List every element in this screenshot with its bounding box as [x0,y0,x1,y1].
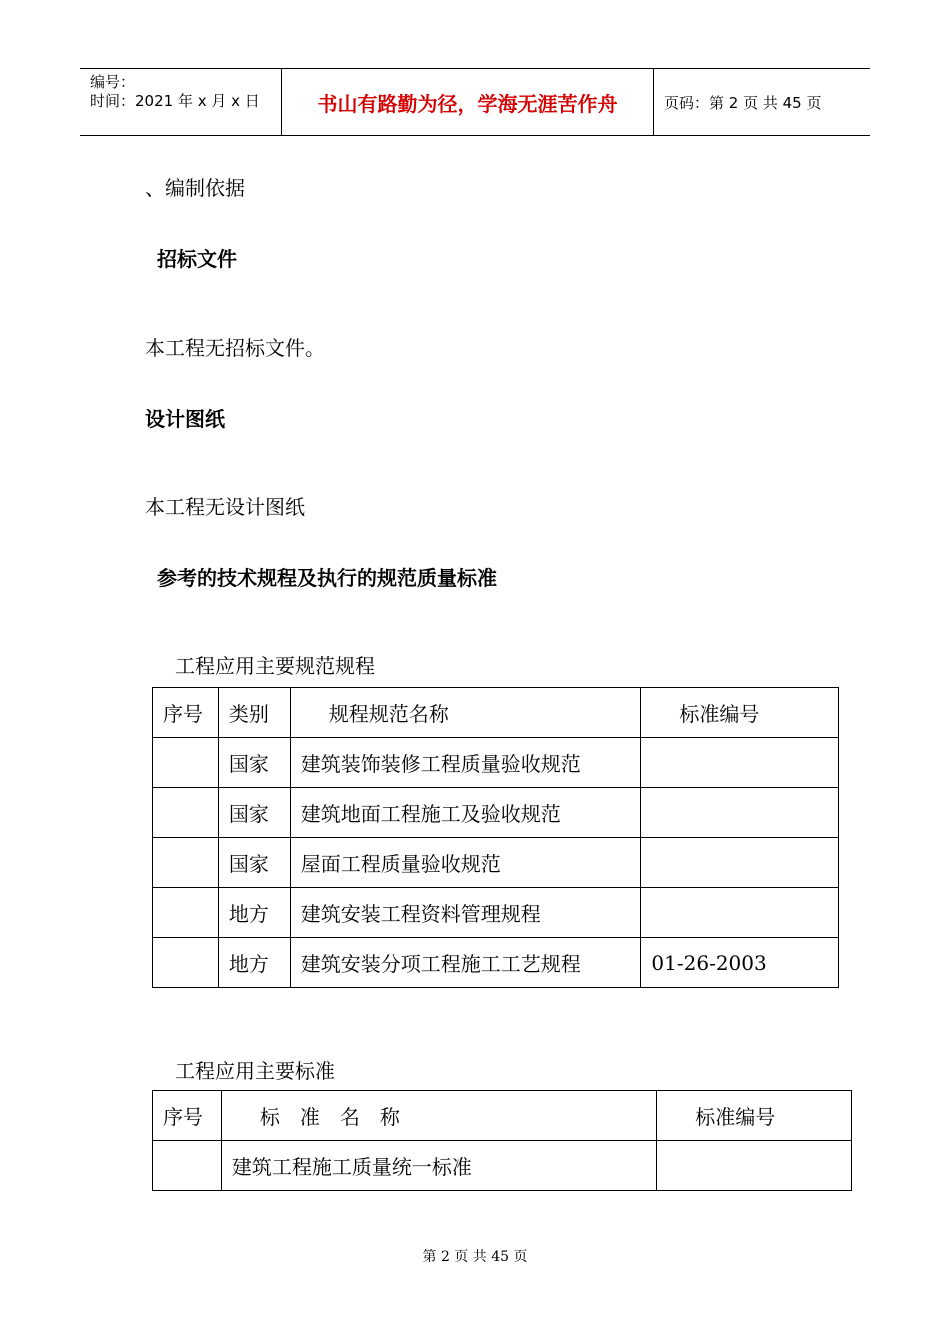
table-cell [641,838,839,888]
doc-number-label: 编号： [90,73,136,91]
table-row [153,738,839,788]
table-cell: 国家 [218,738,290,788]
table-row [153,1141,852,1191]
table-cell: 建筑安装工程资料管理规程 [290,888,641,938]
heading-reference-standards: 参考的技术规程及执行的规范质量标准 [157,566,497,590]
table-row [153,788,839,838]
table-cell: 屋面工程质量验收规范 [290,838,641,888]
table2-caption: 工程应用主要标准 [175,1059,335,1083]
table-cell [153,738,219,788]
section-basis: 、编制依据 [145,176,245,200]
header-page-info: 页码：第 2 页 共 45 页 [664,93,822,112]
specifications-table [152,687,839,988]
table-cell [153,888,219,938]
table-row [153,888,839,938]
table-cell [641,788,839,838]
table-row [153,838,839,888]
table-cell [153,938,219,988]
table-cell: 建筑安装分项工程施工工艺规程 [290,938,641,988]
table-cell: 建筑地面工程施工及验收规范 [290,788,641,838]
table-header-cell: 规程规范名称 [290,688,641,738]
table-cell [153,838,219,888]
table-cell [153,1141,222,1191]
table-header-cell: 标 准 名 称 [221,1091,656,1141]
table-cell [657,1141,852,1191]
table1-caption: 工程应用主要规范规程 [175,654,375,678]
table-header-cell: 类别 [218,688,290,738]
table-header-row [153,688,839,738]
table-cell: 地方 [218,888,290,938]
header-meta [80,69,282,135]
time-label: 时间：2021 年 x 月 x 日 [90,92,260,110]
text-bid-documents: 本工程无招标文件。 [145,336,325,360]
heading-bid-documents: 招标文件 [157,247,237,271]
table-cell [153,788,219,838]
table-cell: 国家 [218,838,290,888]
table-row [153,938,839,988]
page-footer: 第 2 页 共 45 页 [422,1249,528,1265]
table-cell [641,738,839,788]
table-header-row [153,1091,852,1141]
table-cell: 建筑工程施工质量统一标准 [221,1141,656,1191]
header-motto: 书山有路勤为径，学海无涯苦作舟 [282,69,654,135]
table-cell: 建筑装饰装修工程质量验收规范 [290,738,641,788]
table-header-cell: 序号 [153,1091,222,1141]
table-header-cell: 标准编号 [657,1091,852,1141]
table-header-cell: 序号 [153,688,219,738]
heading-design-drawings: 设计图纸 [145,407,225,431]
table-header-cell: 标准编号 [641,688,839,738]
table-cell [641,888,839,938]
page-header [80,68,870,136]
table-cell: 国家 [218,788,290,838]
table-cell: 01-26-2003 [641,938,839,988]
standards-table [152,1090,852,1191]
text-design-drawings: 本工程无设计图纸 [145,495,305,519]
table-cell: 地方 [218,938,290,988]
